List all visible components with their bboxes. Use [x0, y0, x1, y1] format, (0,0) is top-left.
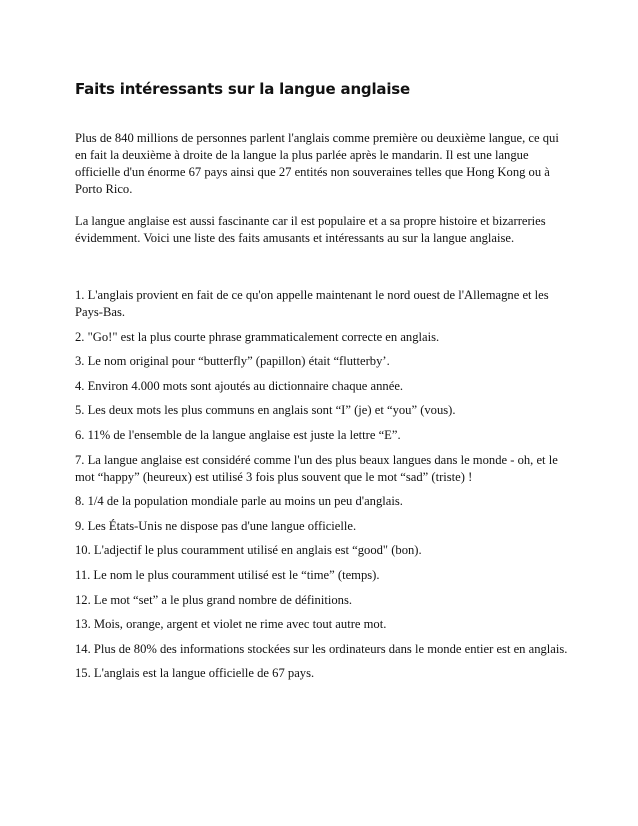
fact-item: 14. Plus de 80% des informations stockées sur les ordinateurs dans le monde entier est en anglais.: [75, 641, 568, 656]
fact-item: 13. Mois, orange, argent et violet ne rime avec tout autre mot.: [75, 617, 387, 632]
page-title: Faits intéressants sur la langue anglaise: [75, 80, 410, 98]
fact-item: 4. Environ 4.000 mots sont ajoutés au dictionnaire chaque année.: [75, 378, 404, 393]
fact-item: 11. Le nom le plus couramment utilisé est le “time” (temps).: [75, 567, 380, 582]
fact-item: 7. La langue anglaise est considéré comme l'un des plus beaux langues dans le monde - oh, et le mot “happy” (heureux) est utilisé 3 fois plus souvent que le mot “sad” (triste) !: [75, 452, 558, 484]
facts-list: [75, 287, 569, 690]
fact-item: 6. 11% de l'ensemble de la langue anglaise est juste la lettre “E”.: [75, 427, 401, 442]
fact-item: 15. L'anglais est la langue officielle de 67 pays.: [75, 666, 315, 681]
fact-item: 1. L'anglais provient en fait de ce qu'on appelle maintenant le nord ouest de l'Allemagne et les Pays-Bas.: [75, 288, 549, 319]
fact-item: 3. Le nom original pour “butterfly” (papillon) était “flutterby’.: [75, 354, 390, 369]
intro-paragraph-2: La langue anglaise est aussi fascinante car il est populaire et a sa propre histoire et bizarreries évidemment. Voici une liste des faits amusants et intéressants au sur la langue anglaise.: [75, 214, 546, 245]
fact-item: 12. Le mot “set” a le plus grand nombre de définitions.: [75, 592, 352, 607]
fact-item: 10. L'adjectif le plus couramment utilisé en anglais est “good" (bon).: [75, 543, 422, 558]
fact-item: 5. Les deux mots les plus communs en anglais sont “I” (je) et “you” (vous).: [75, 403, 456, 418]
fact-item: 9. Les États-Unis ne dispose pas d'une langue officielle.: [75, 518, 357, 533]
fact-item: 8. 1/4 de la population mondiale parle au moins un peu d'anglais.: [75, 494, 403, 509]
intro-paragraph-1: Plus de 840 millions de personnes parlent l'anglais comme première ou deuxième langue, ce qui en fait la deuxième à droite de la langue la plus parlée après le mandarin. Il est une langue officielle d'un énorme 67 pays ainsi que 27 entités non souveraines telles que Hong Kong ou à Porto Rico.: [75, 131, 559, 196]
fact-item: 2. "Go!" est la plus courte phrase grammaticalement correcte en anglais.: [75, 329, 440, 344]
